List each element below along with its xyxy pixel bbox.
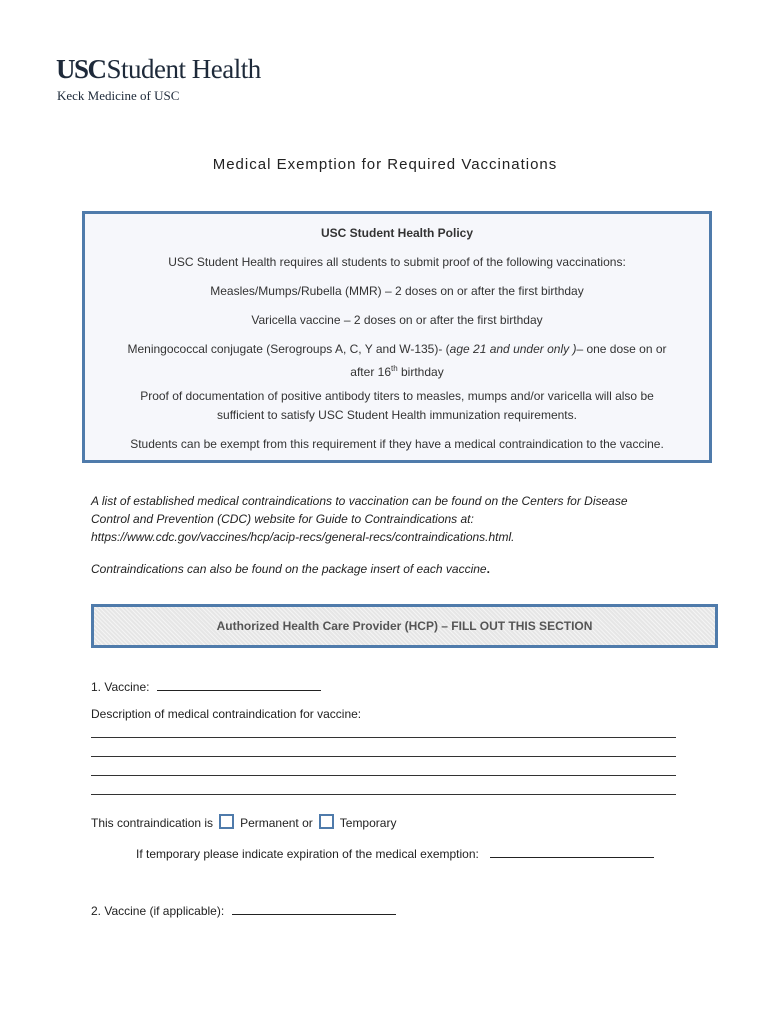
page-title: Medical Exemption for Required Vaccinations xyxy=(212,156,558,173)
description-line-4[interactable] xyxy=(91,794,676,795)
notes-line1: A list of established medical contraindications to vaccination can be found on the Centers for Disease xyxy=(91,494,628,508)
mening-text-c: after 16 xyxy=(350,365,391,379)
description-line-3[interactable] xyxy=(91,775,676,776)
policy-intro: USC Student Health requires all students to submit proof of the following vaccinations: xyxy=(168,255,626,269)
contraindication-row xyxy=(91,814,396,830)
description-line-2[interactable] xyxy=(91,756,676,757)
logo-subtitle: Keck Medicine of USC xyxy=(57,88,180,103)
logo-student-health: Student Health xyxy=(106,54,261,84)
policy-box xyxy=(82,211,712,463)
notes-contraindications xyxy=(91,492,691,546)
temporary-label: Temporary xyxy=(339,816,397,830)
policy-varicella: Varicella vaccine – 2 doses on or after the first birthday xyxy=(251,313,543,327)
mening-text-italic: age 21 and under only ) xyxy=(449,342,577,356)
notes-package-insert xyxy=(91,560,691,578)
vaccine1-row xyxy=(91,677,321,694)
permanent-checkbox[interactable] xyxy=(219,814,234,829)
policy-mmr: Measles/Mumps/Rubella (MMR) – 2 doses on or after the first birthday xyxy=(210,284,584,298)
notes-line2: Control and Prevention (CDC) website for Guide to Contraindications at: xyxy=(91,512,474,526)
description-label: Description of medical contraindication for vaccine: xyxy=(91,707,362,721)
vaccine2-label: 2. Vaccine (if applicable): xyxy=(91,904,225,918)
permanent-label: Permanent or xyxy=(240,816,313,830)
contraindication-label: This contraindication is xyxy=(91,816,214,830)
policy-heading: USC Student Health Policy xyxy=(320,226,474,240)
policy-titers xyxy=(85,387,709,425)
expiration-row xyxy=(136,844,654,861)
description-line-1[interactable] xyxy=(91,737,676,738)
notes-line4-end: . xyxy=(486,562,490,576)
mening-sup: th xyxy=(391,364,398,373)
policy-meningococcal xyxy=(85,340,709,382)
policy-exempt: Students can be exempt from this requirement if they have a medical contraindication to the vaccine. xyxy=(130,437,664,451)
vaccine2-row xyxy=(91,901,396,918)
mening-text-b: – one dose on or xyxy=(576,342,667,356)
expiration-label: If temporary please indicate expiration of the medical exemption: xyxy=(136,847,479,861)
vaccine1-field[interactable] xyxy=(157,677,321,691)
hcp-section-header: Authorized Health Care Provider (HCP) – FILL OUT THIS SECTION xyxy=(91,604,718,648)
titers-line1: Proof of documentation of positive antibody titers to measles, mumps and/or varicella will also be xyxy=(140,389,654,403)
expiration-field[interactable] xyxy=(490,844,654,858)
notes-line3: https://www.cdc.gov/vaccines/hcp/acip-recs/general-recs/contraindications.html. xyxy=(91,530,515,544)
notes-line4: Contraindications can also be found on the package insert of each vaccine xyxy=(91,562,487,576)
vaccine1-label: 1. Vaccine: xyxy=(91,680,150,694)
temporary-checkbox[interactable] xyxy=(319,814,334,829)
titers-line2: sufficient to satisfy USC Student Health immunization requirements. xyxy=(217,408,577,422)
mening-text-a: Meningococcal conjugate (Serogroups A, C, Y and W-135)- ( xyxy=(127,342,450,356)
logo-usc: USC xyxy=(56,54,106,84)
usc-student-health-logo xyxy=(56,54,261,85)
vaccine2-field[interactable] xyxy=(232,901,396,915)
mening-text-d: birthday xyxy=(397,365,444,379)
